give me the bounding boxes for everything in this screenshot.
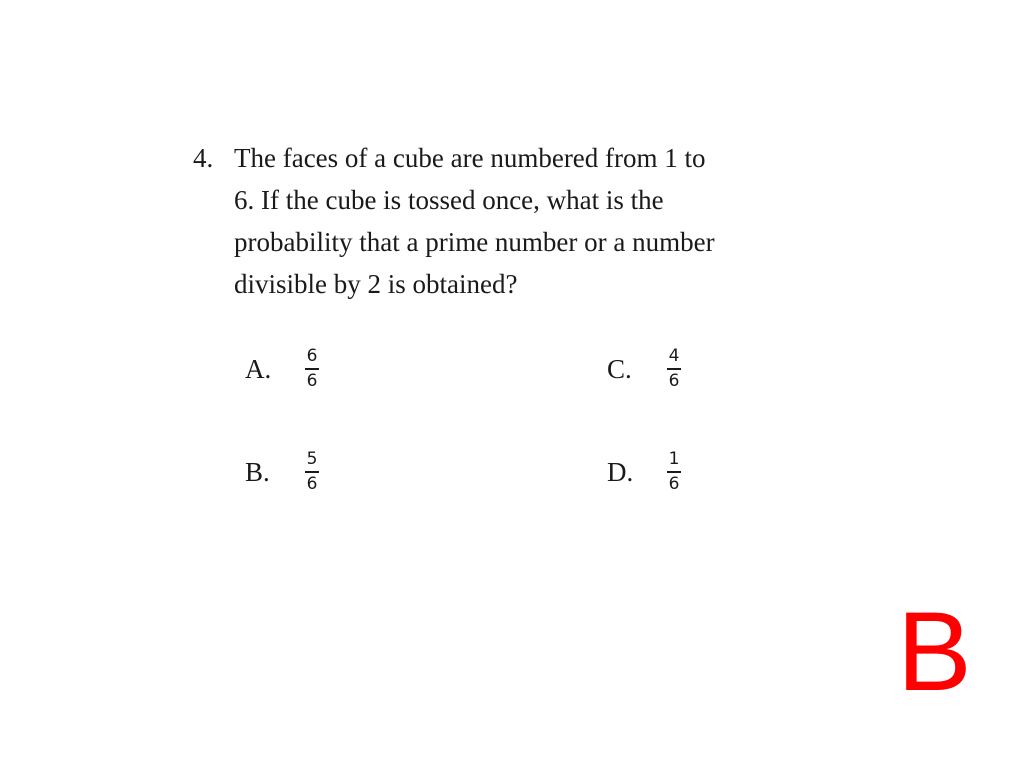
fraction-numerator: 5 [306,449,318,469]
option-fraction [305,347,319,391]
option-c [607,347,681,391]
fraction-bar [667,471,681,473]
answer-letter: B [897,589,972,714]
option-fraction [667,450,681,494]
question-number: 4. [193,143,214,173]
fraction-numerator: 1 [668,449,680,469]
option-a [245,347,319,391]
option-d [607,450,681,494]
question-line: The faces of a cube are numbered from 1 to [234,143,706,173]
fraction-denominator: 6 [306,474,318,494]
fraction-bar [305,368,319,370]
fraction-denominator: 6 [668,474,680,494]
fraction-bar [667,368,681,370]
fraction-denominator: 6 [306,371,318,391]
option-letter: B. [245,456,270,487]
fraction-denominator: 6 [668,371,680,391]
fraction-bar [305,471,319,473]
fraction-numerator: 4 [668,346,680,366]
question-line: 6. If the cube is tossed once, what is the [234,185,664,215]
option-letter: C. [607,353,632,384]
option-b [245,450,319,494]
fraction-numerator: 6 [306,346,318,366]
question-block [193,137,833,305]
option-letter: A. [245,353,272,384]
question-line: probability that a prime number or a number [234,227,715,257]
option-letter: D. [607,456,634,487]
option-fraction [305,450,319,494]
question-line: divisible by 2 is obtained? [234,269,518,299]
option-fraction [667,347,681,391]
question-text [234,137,814,305]
